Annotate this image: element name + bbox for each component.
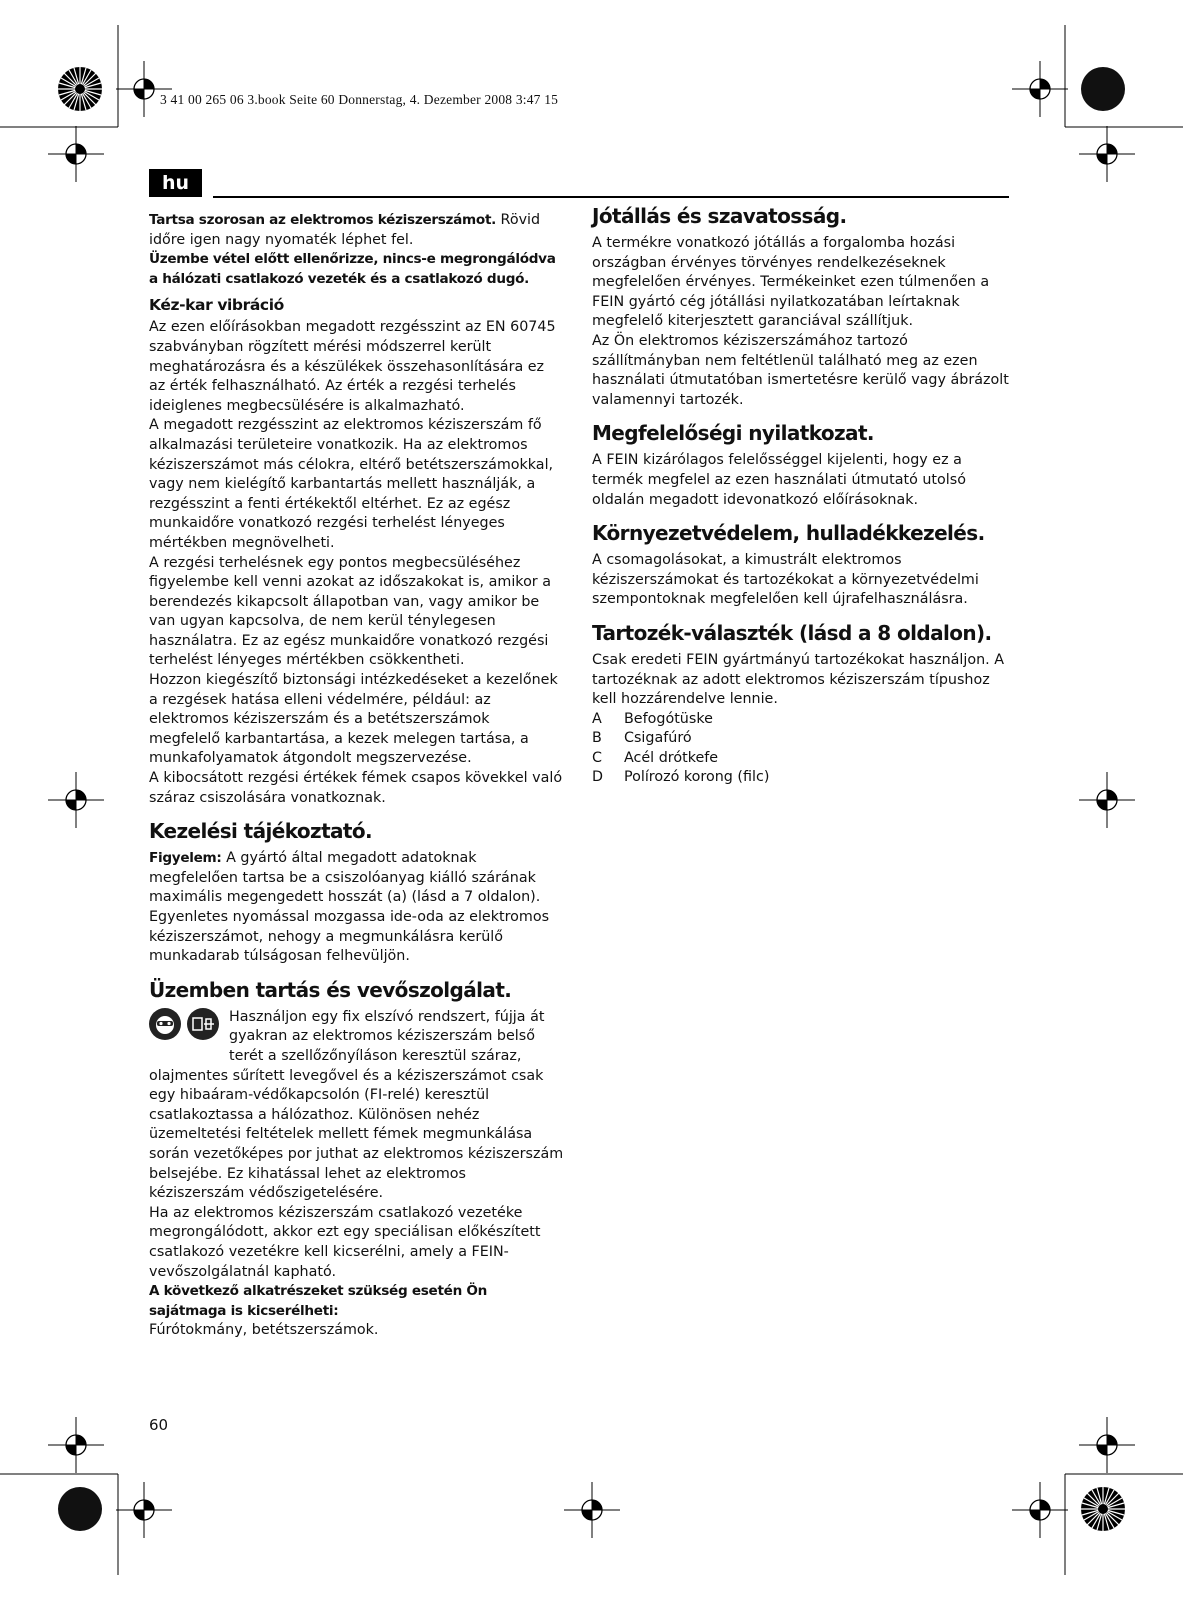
bold-paragraph: A következő alkatrészeket szükség esetén Ön sajátmaga is kicserélheti: (149, 1283, 488, 1319)
paragraph: Az ezen előírásokban megadott rezgésszint az EN 60745 szabványban rögzített mérési módszerrel került meghatározásra és a készülékek összehasonlítására ez az érték felhasználható. Az érték a rezgési terhelés ideiglenes megbecsülésére is alkalmazható. (149, 319, 556, 414)
file-header: 3 41 00 265 06 3.book Seite 60 Donnerstag, 4. Dezember 2008 3:47 15 (160, 92, 559, 107)
disconnect-plug-icon (187, 1008, 219, 1040)
section-heading: Környezetvédelem, hulladékkezelés. (592, 521, 985, 546)
item-key: D (592, 769, 604, 786)
paragraph: Fúrótokmány, betétszerszámok. (149, 1322, 379, 1339)
paragraph: A megadott rezgésszint az elektromos kéziszerszám fő alkalmazási területeire vonatkozik. Ha az elektromos kéziszerszámot más célokra, eltérő betétszerszámokkal, vagy nem kielégítő karbantartás mellett használják, a rezgésszint a fenti értékektől eltérhet. Ez az egész munkaidőre vonatkozó rezgési terhelést lényeges mértékben megnövelheti. (149, 417, 554, 551)
section-heading: Kezelési tájékoztató. (149, 819, 373, 844)
paragraph: A FEIN kizárólagos felelősséggel kijelenti, hogy ez a termék megfelel az ezen használati útmutató utolsó oldalán megadott idevonatkozó előírásoknak. (592, 452, 966, 508)
paragraph: A kibocsátott rezgési értékek fémek csapos kövekkel való száraz csiszolására vonatkoznak. (149, 770, 563, 806)
paragraph: A termékre vonatkozó jótállás a forgalomba hozási országban érvényes törvényes rendelkezéseknek megfelelően érvényes. Termékeinket ezen túlmenően a FEIN gyártó cég jótállási nyilatkozatában leírtaknak megfelelő kiterjesztett garanciával szállítjuk. (592, 235, 990, 330)
section-heading: Tartozék-választék (lásd a 8 oldalon). (592, 620, 992, 645)
paragraph: Egyenletes nyomással mozgassa ide-oda az elektromos kéziszerszámot, nehogy a megmunkálásra kerülő munkadarab túlságosan felhevüljön. (149, 909, 550, 965)
paragraph (149, 849, 564, 908)
item-key: B (592, 730, 602, 747)
paragraph: Az Ön elektromos kéziszerszámához tartozó szállítmányban nem feltétlenül található meg az ezen használati útmutatóban ismertetésre kerülő vagy ábrázolt valamennyi tartozék. (592, 332, 1009, 408)
list-item (592, 768, 1010, 788)
section-heading: Üzemben tartás és vevőszolgálat. (149, 977, 512, 1002)
accessory-list (592, 710, 1010, 788)
paragraph-text: A gyártó által megadott adatoknak megfelelően tartsa be a csiszolóanyag kiálló szárának maximális megengedett hosszát (a) (lásd a 7 oldalon). (149, 850, 541, 906)
paragraph: Ha az elektromos kéziszerszám csatlakozó vezetéke megrongálódott, akkor ezt egy speciálisan előkészített csatlakozó vezetékre kell kicserélni, amely a FEIN-vevőszolgálatnál kapható. (149, 1204, 541, 1280)
maintenance-icons (149, 1008, 229, 1052)
item-key: A (592, 710, 602, 727)
paragraph: Használjon egy fix elszívó rendszert, fújja át gyakran az elektromos kéziszerszám belső terét a szellőzőnyíláson keresztül száraz, olajmentes sűrített levegővel és a kéziszerszámot csak egy hibaáram-védőkapcsolón (FI-relé) keresztül csatlakoztassa a hálózathoz. Különösen nehéz üzemeltetési feltételek mellett fémek megmunkálása során vezetőképes por juthat az elektromos kéziszerszám belsejébe. Ez kihatással lehet az elektromos kéziszerszám védőszigetelésére. (149, 1008, 564, 1202)
item-label: Befogótüske (624, 710, 713, 727)
header-rule (213, 196, 1009, 198)
language-tag: hu (149, 169, 202, 197)
bold-text: Tartsa szorosan az elektromos kéziszerszámot. (149, 212, 497, 228)
list-item (592, 749, 1010, 769)
paragraph (149, 211, 564, 250)
section-heading: Megfelelőségi nyilatkozat. (592, 421, 874, 446)
left-column (149, 211, 564, 1341)
bold-paragraph: Üzembe vétel előtt ellenőrizze, nincs-e megrongálódva a hálózati csatlakozó vezeték és a csatlakozó dugó. (149, 251, 556, 287)
item-label: Csigafúró (624, 730, 692, 747)
page-number: 60 (149, 1416, 169, 1434)
paragraph: Csak eredeti FEIN gyártmányú tartozékokat használjon. A tartozéknak az adott elektromos kéziszerszám típushoz kell hozzárendelve lennie. (592, 651, 1005, 708)
right-column (592, 203, 1010, 788)
section-heading: Jótállás és szavatosság. (592, 204, 847, 228)
paragraph: A rezgési terhelésnek egy pontos megbecsüléséhez figyelembe kell venni azokat az időszakokat is, amikor a berendezés kikapcsolt állapotban van, vagy amikor be van ugyan kapcsolva, de nem kerül ténylegesen használatra. Ez az egész munkaidőre vonatkozó rezgési terhelést lényeges mértékben csökkentheti. (149, 554, 551, 669)
paragraph-text: Rövid időre igen nagy nyomaték léphet fel. (149, 212, 541, 248)
list-item (592, 729, 1010, 749)
paragraph: Hozzon kiegészítő biztonsági intézkedéseket a kezelőnek a rezgések hatása elleni védelmére, például: az elektromos kéziszerszám és a betétszerszámok megfelelő karbantartása, a kezek melegen tartása, a munkafolyamatok átgondolt megszervezése. (149, 672, 558, 767)
item-label: Acél drótkefe (624, 749, 719, 766)
paragraph: A csomagolásokat, a kimustrált elektromos kéziszerszámokat és tartozékokat a környezetvédelmi szempontoknak megfelelően kell újrafelhasználásra. (592, 552, 979, 608)
bold-text: Figyelem: (149, 850, 222, 867)
item-label: Polírozó korong (filc) (624, 769, 770, 786)
eye-protection-icon (149, 1008, 181, 1040)
section-heading: Kéz-kar vibráció (149, 296, 284, 315)
list-item (592, 710, 1010, 730)
item-key: C (592, 749, 602, 766)
